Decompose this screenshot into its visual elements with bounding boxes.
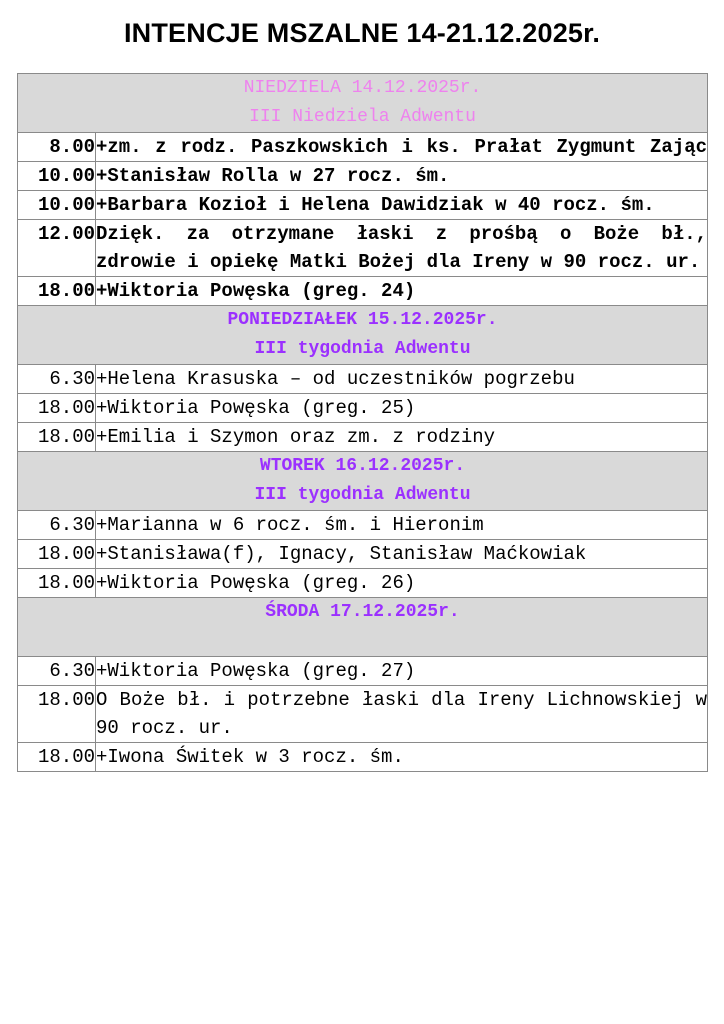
- day-header-row: [18, 306, 708, 365]
- day-name-date: PONIEDZIAŁEK 15.12.2025r.: [227, 310, 498, 330]
- mass-time: 10.00: [18, 191, 96, 220]
- table-row: [18, 511, 708, 540]
- intention-text: +Emilia i Szymon oraz zm. z rodziny: [96, 423, 708, 452]
- table-row: [18, 743, 708, 772]
- mass-time: 12.00: [18, 220, 96, 277]
- mass-time: 18.00: [18, 540, 96, 569]
- mass-time: 18.00: [18, 277, 96, 306]
- intention-text: +Wiktoria Powęska (greg. 24): [96, 277, 708, 306]
- intention-text: Dzięk. za otrzymane łaski z prośbą o Boże bł., zdrowie i opiekę Matki Bożej dla Ireny w 90 rocz. ur.: [96, 220, 708, 277]
- mass-time: 18.00: [18, 686, 96, 743]
- intention-text: +Stanisław Rolla w 27 rocz. śm.: [96, 162, 708, 191]
- liturgical-day: III tygodnia Adwentu: [254, 485, 471, 505]
- mass-intentions-table: [17, 73, 708, 772]
- day-header-row: [18, 452, 708, 511]
- mass-time: 6.30: [18, 657, 96, 686]
- table-row: [18, 657, 708, 686]
- table-row: [18, 191, 708, 220]
- mass-time: 18.00: [18, 569, 96, 598]
- intention-text-line: +zm. z rodz. Paszkowskich i ks. Prałat Zygmunt Zając: [96, 136, 708, 158]
- table-row: [18, 277, 708, 306]
- table-row: [18, 686, 708, 743]
- mass-time: 6.30: [18, 365, 96, 394]
- liturgical-day: III tygodnia Adwentu: [254, 339, 471, 359]
- day-header-row: [18, 74, 708, 133]
- intention-text: +Helena Krasuska – od uczestników pogrzebu: [96, 365, 708, 394]
- table-row: [18, 423, 708, 452]
- mass-time: 18.00: [18, 743, 96, 772]
- intention-text: O Boże bł. i potrzebne łaski dla Ireny Lichnowskiej w 90 rocz. ur.: [96, 686, 708, 743]
- day-header: [18, 74, 708, 133]
- intention-text: +Marianna w 6 rocz. śm. i Hieronim: [96, 511, 708, 540]
- table-row: [18, 394, 708, 423]
- day-name-date: ŚRODA 17.12.2025r.: [265, 602, 460, 622]
- table-row: [18, 365, 708, 394]
- mass-time: 18.00: [18, 423, 96, 452]
- intention-text: +Barbara Kozioł i Helena Dawidziak w 40 rocz. śm.: [96, 191, 708, 220]
- mass-time: 6.30: [18, 511, 96, 540]
- mass-time: 18.00: [18, 394, 96, 423]
- intention-text: +Wiktoria Powęska (greg. 26): [96, 569, 708, 598]
- day-header-row: [18, 598, 708, 657]
- mass-time: 10.00: [18, 162, 96, 191]
- liturgical-day: III Niedziela Adwentu: [249, 107, 476, 127]
- table-row: [18, 133, 708, 162]
- mass-time: 8.00: [18, 133, 96, 162]
- page-title: INTENCJE MSZALNE 14-21.12.2025r.: [123, 18, 601, 48]
- intention-text: +Iwona Świtek w 3 rocz. śm.: [96, 743, 708, 772]
- intention-text: +Wiktoria Powęska (greg. 25): [96, 394, 708, 423]
- table-row: [18, 540, 708, 569]
- day-name-date: NIEDZIELA 14.12.2025r.: [243, 78, 482, 98]
- day-header: [18, 306, 708, 365]
- day-header: [18, 598, 708, 657]
- day-header: [18, 452, 708, 511]
- day-name-date: WTOREK 16.12.2025r.: [259, 456, 466, 476]
- table-row: [18, 162, 708, 191]
- table-row: [18, 569, 708, 598]
- table-row: [18, 220, 708, 277]
- intention-text: [96, 133, 708, 162]
- intention-text: +Wiktoria Powęska (greg. 27): [96, 657, 708, 686]
- intention-text: +Stanisława(f), Ignacy, Stanisław Maćkowiak: [96, 540, 708, 569]
